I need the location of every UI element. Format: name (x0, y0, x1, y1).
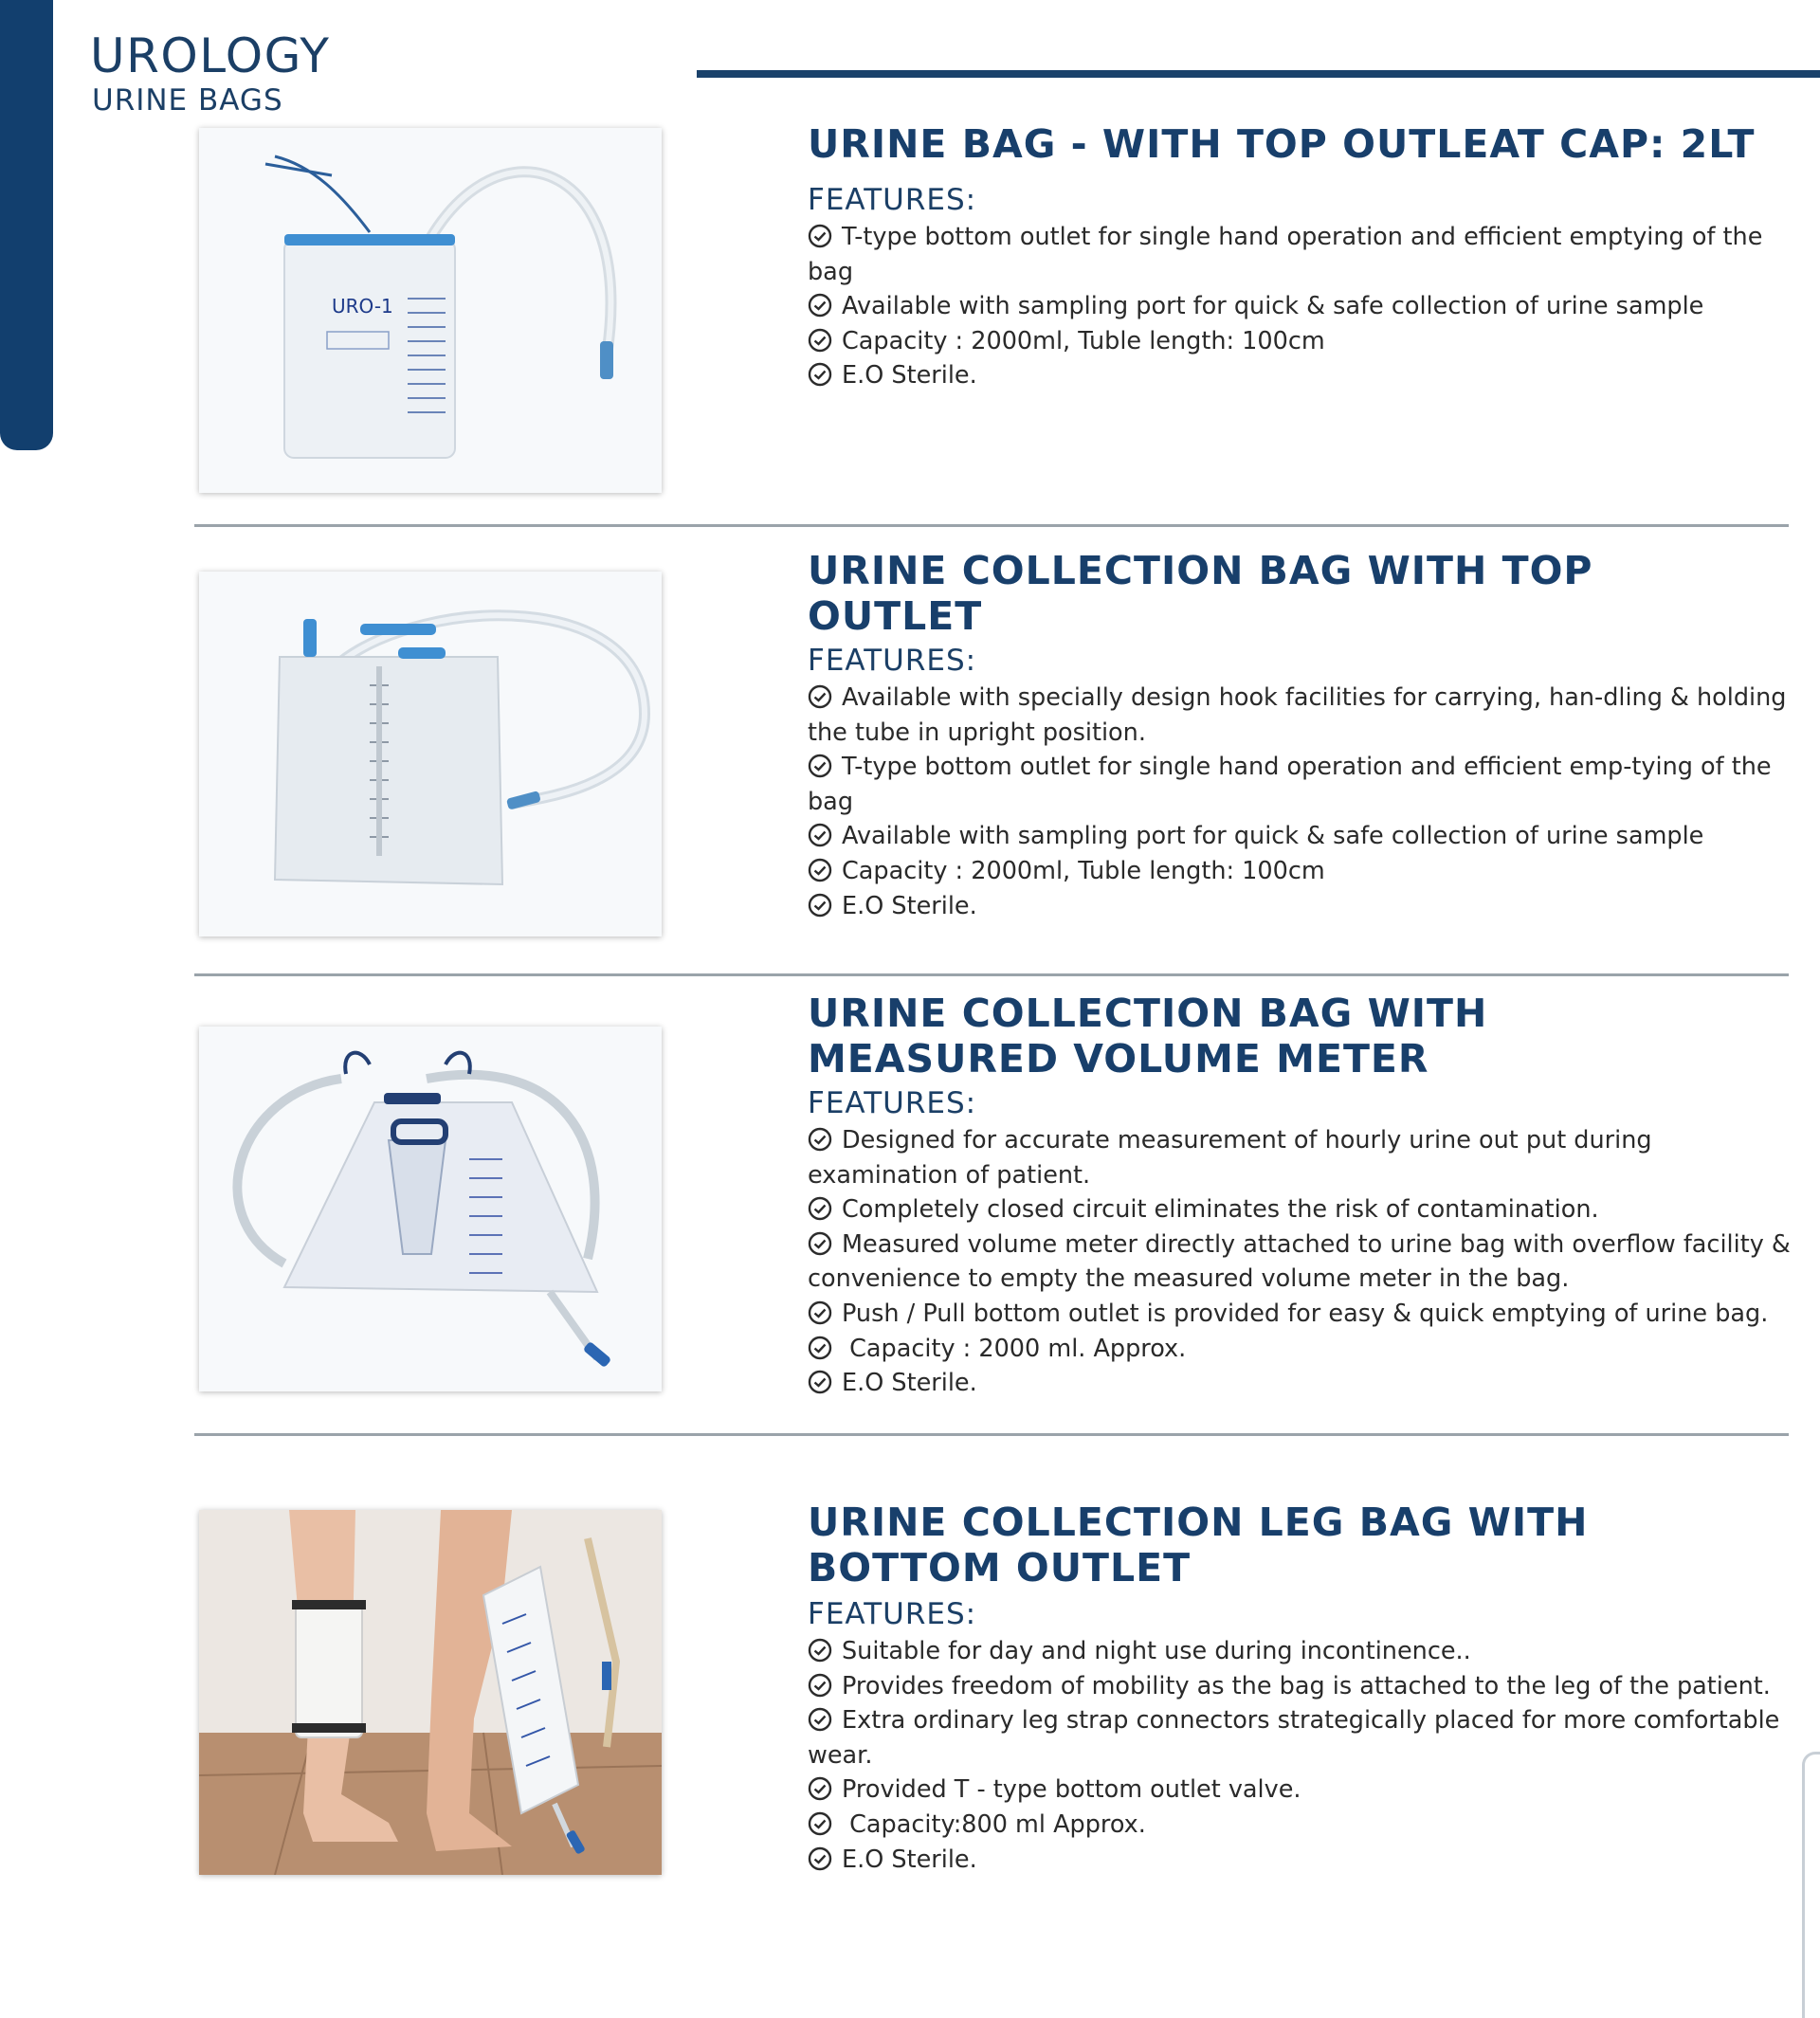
feature-text: Available with sampling port for quick & safe collection of urine sample (842, 292, 1704, 321)
leg-bag-photo (199, 1510, 662, 1875)
svg-text:URO-1: URO-1 (332, 295, 393, 318)
list-item (808, 1669, 1798, 1704)
feature-text: Available with specially design hook facilities for carrying, han-dling & holding the tube in upright position. (808, 683, 1787, 747)
section-divider (194, 973, 1789, 976)
check-circle-icon (808, 362, 832, 387)
list-item (808, 1808, 1798, 1843)
list-item (808, 289, 1798, 324)
product-title: URINE BAG - WITH TOP OUTLEAT CAP: 2LT (808, 121, 1756, 167)
list-item (808, 1332, 1798, 1367)
check-circle-icon (808, 224, 832, 248)
check-circle-icon (808, 1776, 832, 1801)
list-item (808, 1703, 1798, 1773)
check-circle-icon (808, 1370, 832, 1394)
check-circle-icon (808, 1707, 832, 1732)
feature-text: Provided T - type bottom outlet valve. (842, 1775, 1301, 1805)
feature-text: E.O Sterile. (842, 361, 977, 391)
check-circle-icon (808, 1300, 832, 1325)
product-photo (199, 572, 662, 936)
list-item (808, 1297, 1798, 1332)
feature-text: Extra ordinary leg strap connectors strategically placed for more comfortable wear. (808, 1706, 1780, 1770)
feature-text: Available with sampling port for quick & safe collection of urine sample (842, 822, 1704, 851)
section-divider (194, 524, 1789, 527)
list-item (808, 1843, 1798, 1878)
check-circle-icon (808, 1638, 832, 1663)
check-circle-icon (808, 754, 832, 778)
feature-text: E.O Sterile. (842, 891, 977, 920)
list-item (808, 1123, 1798, 1192)
check-circle-icon (808, 1846, 832, 1871)
check-circle-icon (808, 684, 832, 709)
check-circle-icon (808, 1336, 832, 1360)
feature-text: E.O Sterile. (842, 1845, 977, 1874)
features-heading: FEATURES: (808, 644, 977, 678)
product-title: URINE COLLECTION BAG WITH TOP OUTLET (808, 548, 1593, 639)
list-item (808, 324, 1798, 359)
check-circle-icon (808, 858, 832, 882)
page-subtitle: URINE BAGS (92, 83, 283, 118)
feature-list (808, 1634, 1798, 1877)
section-divider (194, 1433, 1789, 1436)
feature-list (808, 220, 1798, 393)
feature-text: Suitable for day and night use during incontinence.. (842, 1637, 1471, 1665)
list-item (808, 358, 1798, 393)
product-photo (199, 1510, 662, 1875)
feature-text: Push / Pull bottom outlet is provided for easy & quick emptying of urine bag. (842, 1299, 1769, 1328)
feature-text: T-type bottom outlet for single hand operation and efficient emp-tying of the bag (808, 753, 1772, 816)
feature-text: Capacity : 2000ml, Tuble length: 100cm (842, 326, 1325, 355)
feature-text: Capacity : 2000ml, Tuble length: 100cm (842, 856, 1325, 885)
check-circle-icon (808, 893, 832, 918)
header-rule (697, 70, 1820, 78)
product-title: URINE COLLECTION LEG BAG WITH BOTTOM OUTLET (808, 1500, 1589, 1591)
feature-text: Capacity : 2000 ml. Approx. (842, 1334, 1187, 1363)
feature-text: E.O Sterile. (842, 1369, 977, 1398)
feature-text: T-type bottom outlet for single hand operation and efficient emptying of the bag (808, 223, 1763, 286)
feature-list (808, 681, 1798, 923)
list-item (808, 889, 1798, 924)
feature-list (808, 1123, 1798, 1401)
product-photo (199, 128, 662, 493)
features-heading: FEATURES: (808, 183, 977, 217)
list-item (808, 220, 1798, 289)
check-circle-icon (808, 1127, 832, 1152)
list-item (808, 1773, 1798, 1808)
check-circle-icon (808, 1811, 832, 1836)
feature-text: Measured volume meter directly attached to urine bag with overflow facility & convenience to empty the measured volume meter in the bag. (808, 1229, 1791, 1294)
list-item (808, 681, 1798, 750)
list-item (808, 750, 1798, 819)
product-title: URINE COLLECTION BAG WITH MEASURED VOLUME METER (808, 991, 1488, 1082)
features-heading: FEATURES: (808, 1597, 977, 1631)
check-circle-icon (808, 328, 832, 353)
list-item (808, 1634, 1798, 1669)
page-title: UROLOGY (90, 28, 331, 83)
feature-text: Provides freedom of mobility as the bag is attached to the leg of the patient. (842, 1671, 1771, 1700)
feature-text: Capacity:800 ml Approx. (842, 1809, 1146, 1839)
scroll-indicator[interactable] (1802, 1752, 1820, 2018)
list-item (808, 1192, 1798, 1227)
features-heading: FEATURES: (808, 1086, 977, 1120)
check-circle-icon (808, 1196, 832, 1221)
list-item (808, 1366, 1798, 1401)
check-circle-icon (808, 1231, 832, 1256)
measured-volume-meter-bag-photo (199, 1027, 662, 1391)
feature-text: Completely closed circuit eliminates the risk of contamination. (842, 1195, 1599, 1225)
list-item (808, 1227, 1798, 1297)
check-circle-icon (808, 293, 832, 318)
list-item (808, 819, 1798, 854)
check-circle-icon (808, 823, 832, 847)
urine-collection-bag-top-outlet-photo (199, 572, 662, 936)
check-circle-icon (808, 1673, 832, 1698)
list-item (808, 854, 1798, 889)
product-photo (199, 1027, 662, 1391)
urine-bag-top-outlet-photo (199, 128, 662, 493)
feature-text: Designed for accurate measurement of hourly urine out put during examination of patient. (808, 1126, 1652, 1190)
side-accent-tab (0, 0, 53, 450)
